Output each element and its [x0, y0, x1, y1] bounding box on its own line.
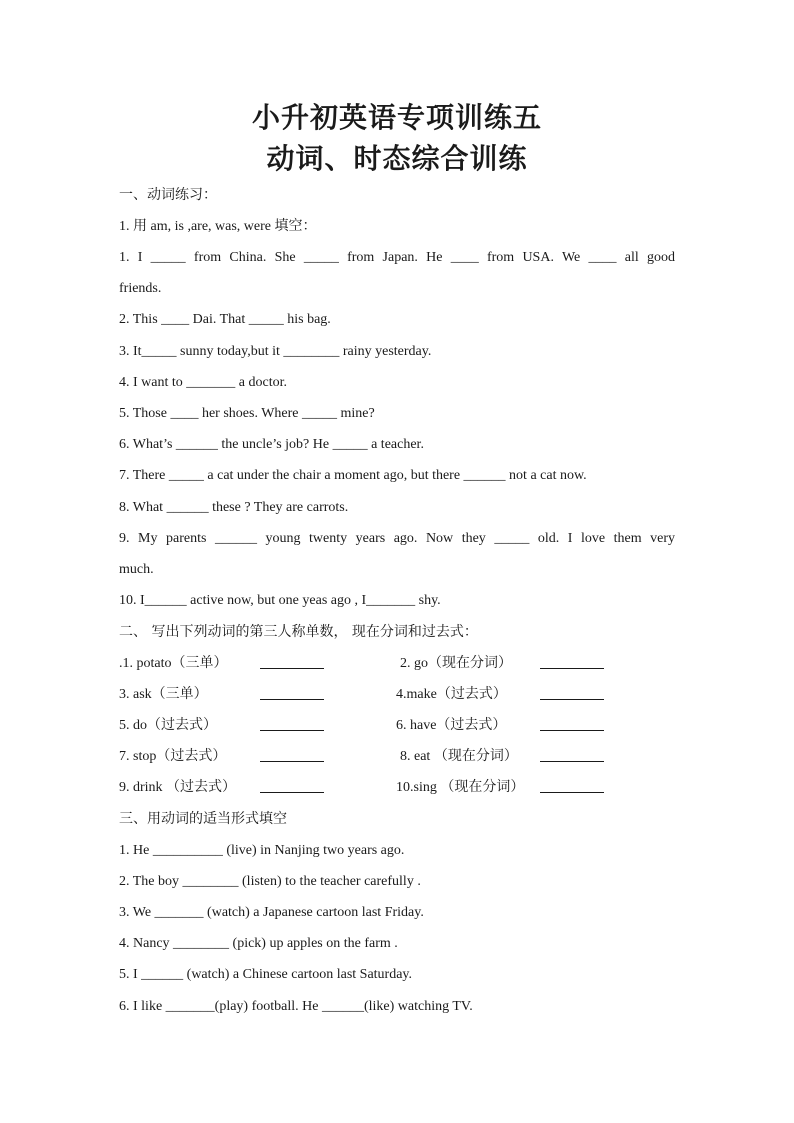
- verb-form-prompt: 5. do（过去式）: [119, 718, 217, 733]
- verb-form-prompt: 2. go（现在分词）: [400, 656, 512, 671]
- exercise-line: 7. There _____ a cat under the chair a moment ago, but there ______ not a cat now.: [119, 468, 587, 483]
- exercise-line: much.: [119, 562, 154, 577]
- answer-blank[interactable]: [540, 655, 604, 669]
- exercise-line: 5. I ______ (watch) a Chinese cartoon last Saturday.: [119, 967, 413, 982]
- section-3-heading: 三、用动词的适当形式填空: [119, 811, 287, 827]
- exercise-line: 10. I______ active now, but one yeas ago , I_______ shy.: [119, 593, 441, 608]
- exercise-line: 3. We _______ (watch) a Japanese cartoon last Friday.: [119, 905, 424, 920]
- verb-form-row: [119, 748, 675, 766]
- verb-form-prompt: 8. eat （现在分词）: [400, 749, 518, 764]
- verb-form-row: [119, 686, 675, 704]
- verb-form-prompt: 3. ask（三单）: [119, 687, 208, 702]
- answer-blank[interactable]: [540, 748, 604, 762]
- section-1-heading: 一、动词练习：: [119, 187, 217, 203]
- section-1-instruction: 1. 用 am, is ,are, was, were 填空：: [119, 219, 317, 234]
- verb-form-prompt: 7. stop（过去式）: [119, 749, 227, 764]
- answer-blank[interactable]: [540, 779, 604, 793]
- exercise-line: 6. What’s ______ the uncle’s job? He _____ a teacher.: [119, 437, 424, 452]
- exercise-line: 4. I want to _______ a doctor.: [119, 375, 287, 390]
- answer-blank[interactable]: [260, 686, 324, 700]
- verb-form-row: [119, 655, 675, 673]
- answer-blank[interactable]: [540, 686, 604, 700]
- exercise-line: friends.: [119, 281, 162, 296]
- answer-blank[interactable]: [260, 748, 324, 762]
- verb-form-prompt: .1. potato（三单）: [119, 656, 228, 671]
- exercise-line: 5. Those ____ her shoes. Where _____ mine?: [119, 406, 375, 421]
- exercise-line: 6. I like _______(play) football. He ______(like) watching TV.: [119, 999, 473, 1014]
- verb-form-prompt: 9. drink （过去式）: [119, 780, 237, 795]
- exercise-line: 2. This ____ Dai. That _____ his bag.: [119, 312, 331, 327]
- verb-form-row: [119, 717, 675, 735]
- exercise-line: 9. My parents ______ young twenty years ago. Now they _____ old. I love them very: [119, 531, 675, 546]
- title-line-2: 动词、时态综合训练: [266, 142, 528, 175]
- answer-blank[interactable]: [260, 779, 324, 793]
- answer-blank[interactable]: [540, 717, 604, 731]
- exercise-line: 2. The boy ________ (listen) to the teacher carefully .: [119, 874, 421, 889]
- exercise-line: 1. I _____ from China. She _____ from Japan. He ____ from USA. We ____ all good: [119, 250, 675, 265]
- section-2-heading: 二、 写出下列动词的第三人称单数， 现在分词和过去式：: [119, 624, 478, 640]
- title-line-1: 小升初英语专项训练五: [251, 101, 542, 134]
- verb-form-prompt: 4.make（过去式）: [396, 687, 507, 702]
- verb-form-row: [119, 779, 675, 797]
- verb-form-prompt: 6. have（过去式）: [396, 718, 507, 733]
- exercise-line: 4. Nancy ________ (pick) up apples on the farm .: [119, 936, 398, 951]
- answer-blank[interactable]: [260, 717, 324, 731]
- exercise-line: 3. It_____ sunny today,but it ________ rainy yesterday.: [119, 344, 432, 359]
- exercise-line: 1. He __________ (live) in Nanjing two years ago.: [119, 843, 405, 858]
- exercise-line: 8. What ______ these ? They are carrots.: [119, 500, 349, 515]
- verb-form-prompt: 10.sing （现在分词）: [396, 780, 525, 795]
- answer-blank[interactable]: [260, 655, 324, 669]
